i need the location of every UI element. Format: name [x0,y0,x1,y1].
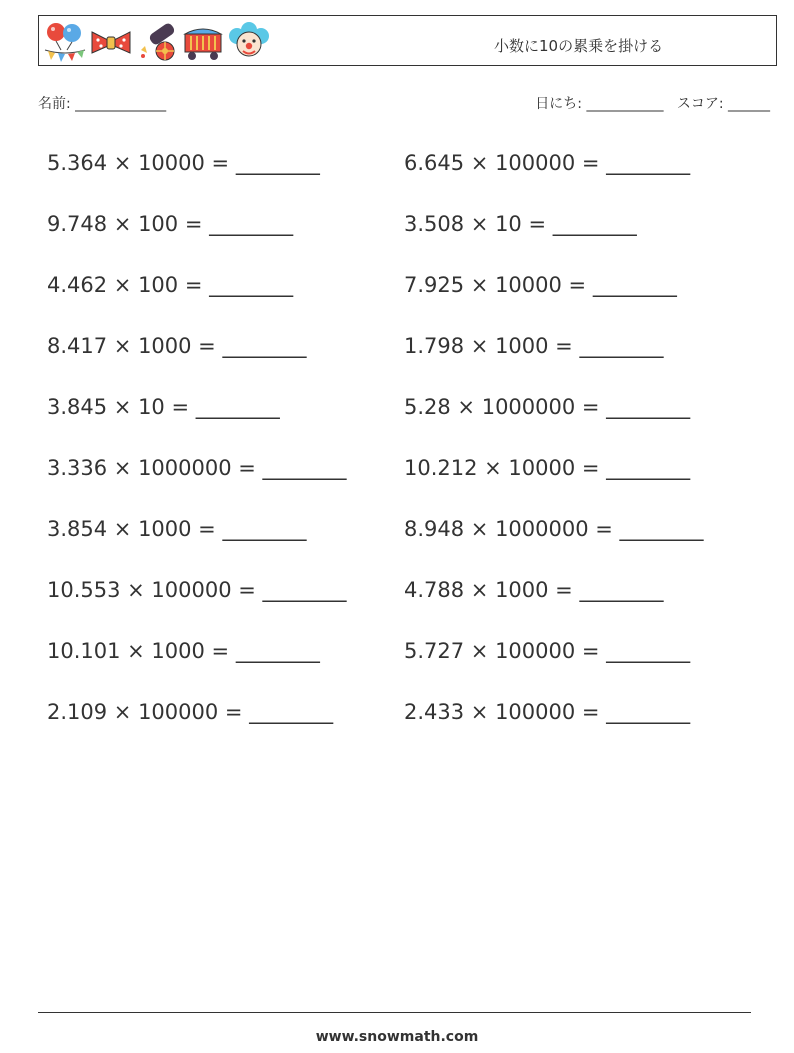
date-label: 日にち: [535,96,583,112]
problem-13: 3.854 × 1000 = ________ [47,517,307,541]
circus-wagon-icon [181,20,225,64]
cannon-icon [135,20,179,64]
problem-1: 5.364 × 10000 = ________ [47,151,320,175]
score-label: スコア: [676,96,724,112]
date-score-fields [535,93,770,113]
problem-2: 6.645 × 100000 = ________ [404,151,691,175]
problem-20: 2.433 × 100000 = ________ [404,700,691,724]
problem-14: 8.948 × 1000000 = ________ [404,517,704,541]
problem-10: 5.28 × 1000000 = ________ [404,395,691,419]
problem-6: 7.925 × 10000 = ________ [404,273,677,297]
problem-19: 2.109 × 100000 = ________ [47,700,334,724]
name-label: 名前: [38,96,71,112]
balloons-bunting-icon [43,20,87,64]
problem-3: 9.748 × 100 = ________ [47,212,294,236]
problem-9: 3.845 × 10 = ________ [47,395,280,419]
clown-icon [227,20,271,64]
header-icons [43,20,271,64]
problem-5: 4.462 × 100 = ________ [47,273,294,297]
bow-tie-icon [89,20,133,64]
problem-16: 4.788 × 1000 = ________ [404,578,664,602]
date-blank: ___________ [586,96,664,112]
problem-12: 10.212 × 10000 = ________ [404,456,691,480]
problem-11: 3.336 × 1000000 = ________ [47,456,347,480]
problem-18: 5.727 × 100000 = ________ [404,639,691,663]
footer-site: www.snowmath.com [315,1029,479,1045]
name-blank: _____________ [75,96,167,112]
problem-4: 3.508 × 10 = ________ [404,212,637,236]
problem-7: 8.417 × 1000 = ________ [47,334,307,358]
problem-15: 10.553 × 100000 = ________ [47,578,347,602]
worksheet-title: 小数に10の累乗を掛ける [494,37,664,55]
worksheet-header [38,15,777,66]
score-blank: ______ [728,96,770,112]
name-field [38,93,166,113]
problem-17: 10.101 × 1000 = ________ [47,639,320,663]
footer-divider [38,1012,751,1013]
problem-8: 1.798 × 1000 = ________ [404,334,664,358]
